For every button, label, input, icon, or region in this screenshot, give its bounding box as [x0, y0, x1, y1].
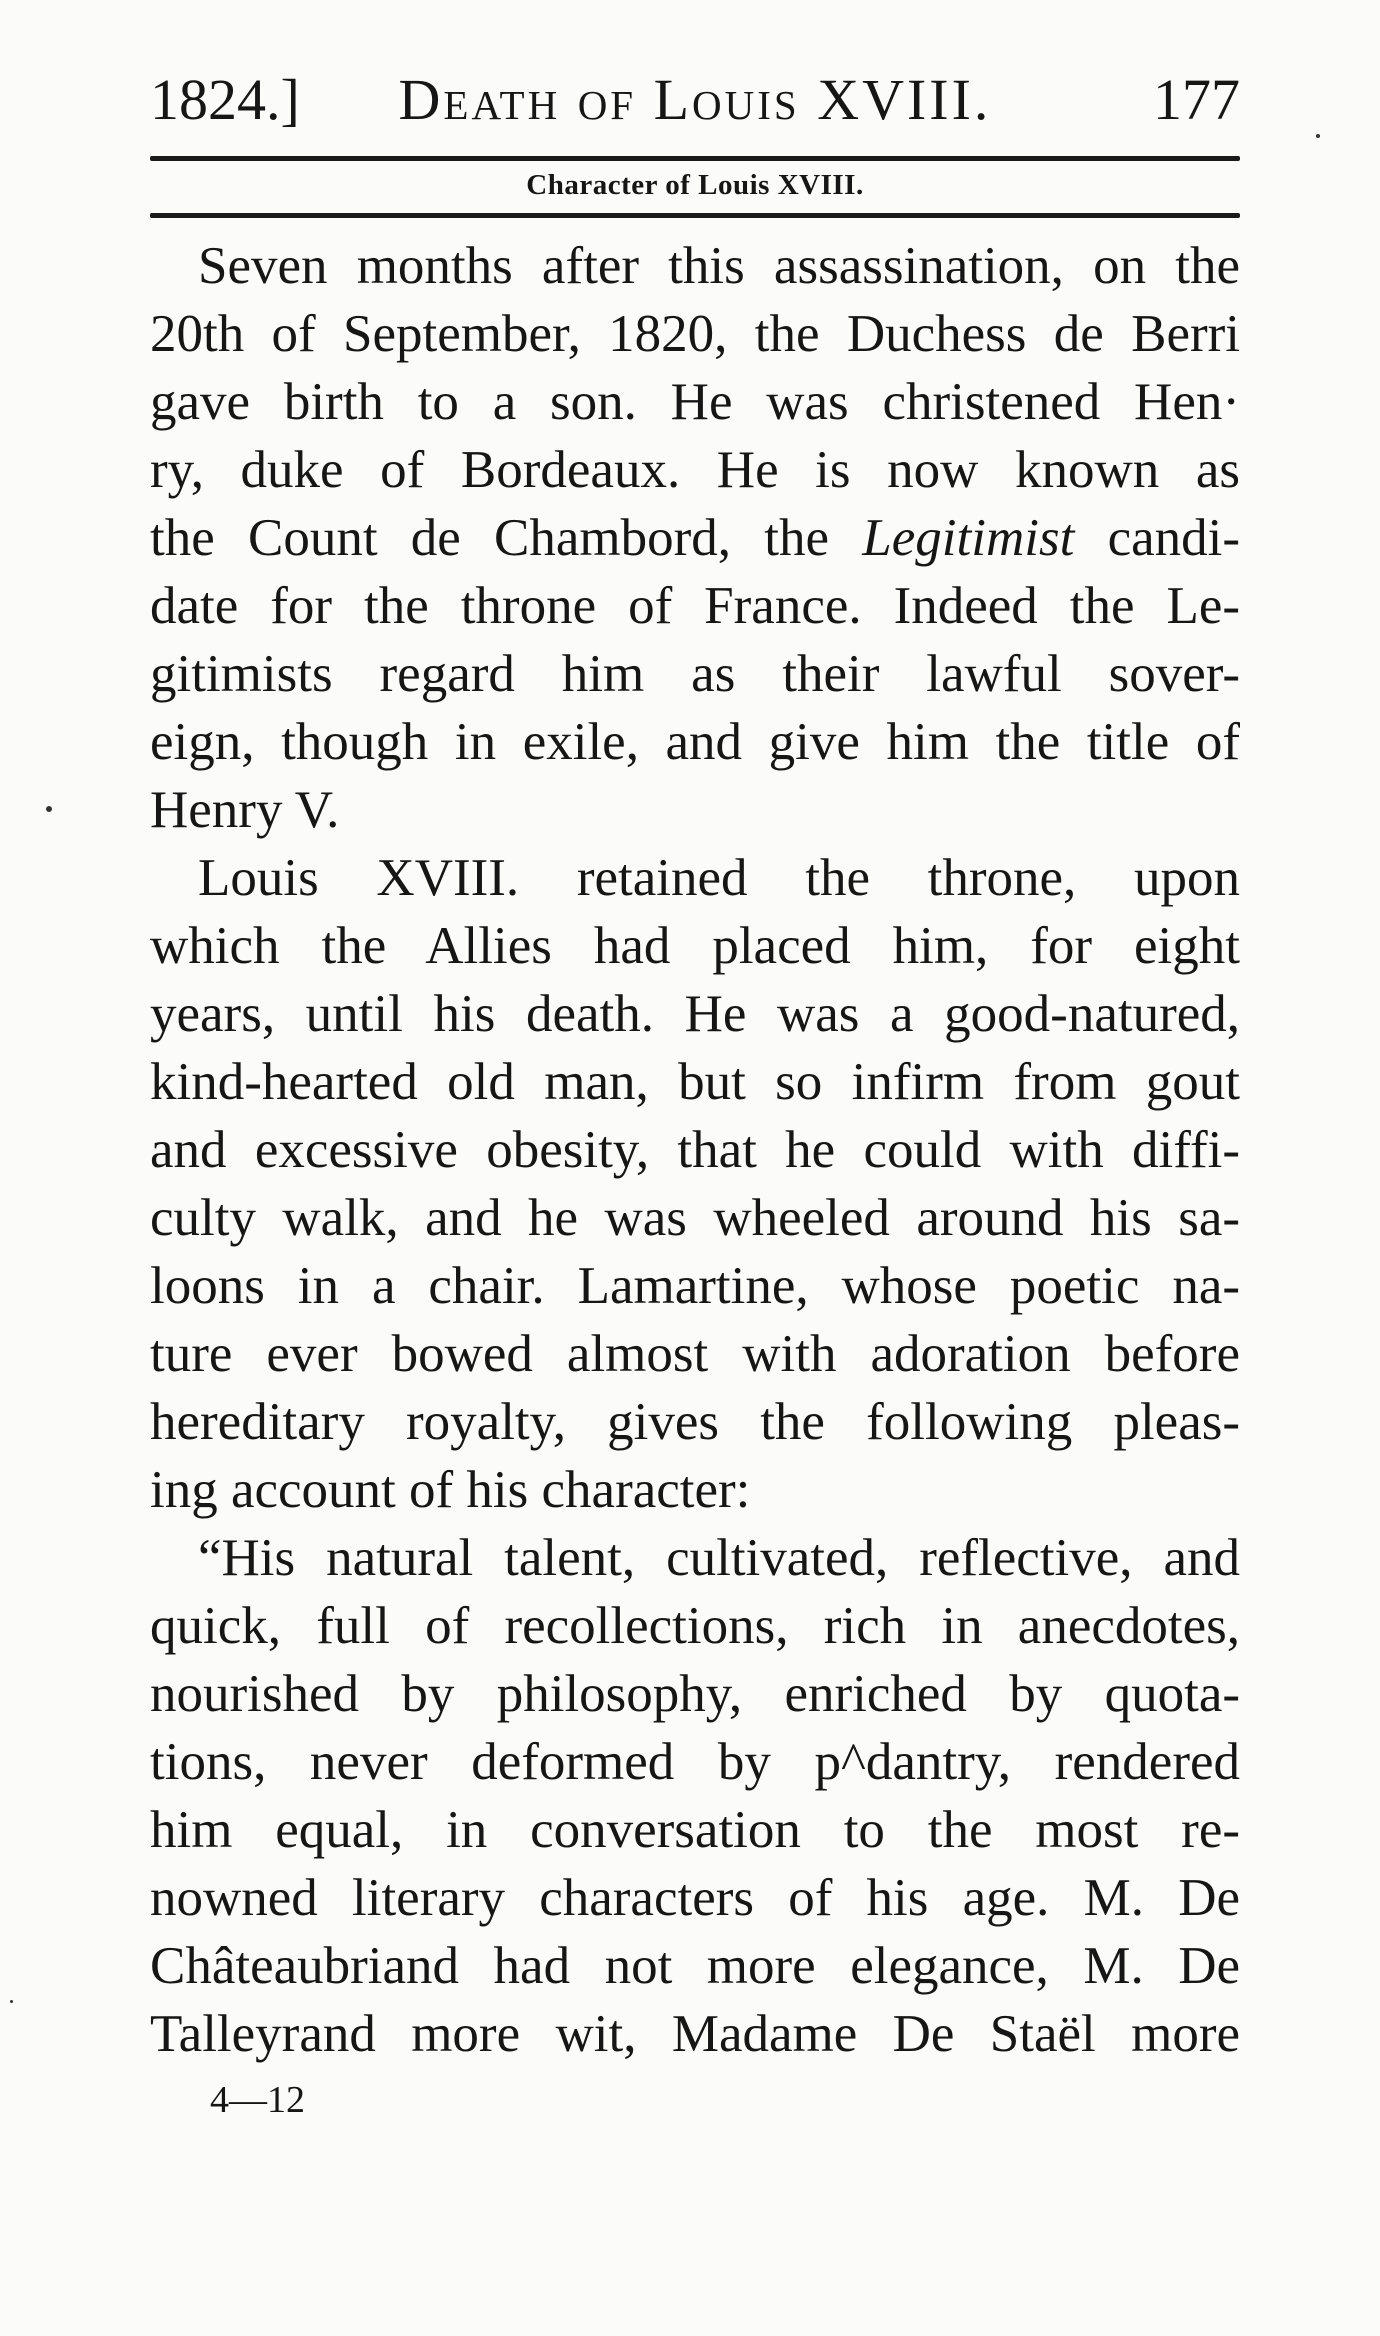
scan-speck [46, 806, 52, 812]
text-line: which the Allies had placed him, for eight [150, 917, 1240, 975]
text-line: nowned literary characters of his age. M. De [150, 1869, 1240, 1927]
text-line: Châteaubriand had not more elegance, M. De [150, 1937, 1240, 1995]
text-line: tions, never deformed by p^dantry, rendered [150, 1733, 1240, 1791]
text-line: “His natural talent, cultivated, reflective, and [198, 1529, 1240, 1587]
signature-mark: 4—12 [210, 2079, 305, 2121]
text-line: ing account of his character: [150, 1461, 751, 1519]
text-line [150, 504, 1240, 572]
text-line: gave birth to a son. He was christened Hen· [150, 373, 1240, 431]
body-text [150, 232, 1240, 2068]
text-run: candi- [1074, 509, 1240, 567]
text-line: ture ever bowed almost with adoration before [150, 1325, 1240, 1383]
italic-term: Legitimist [862, 509, 1075, 567]
text-line: ry, duke of Bordeaux. He is now known as [150, 441, 1240, 499]
text-line: loons in a chair. Lamartine, whose poetic na- [150, 1257, 1240, 1315]
header-rule-bottom [150, 213, 1240, 218]
text-line: Seven months after this assassination, on the [198, 237, 1240, 295]
text-line: kind-hearted old man, but so infirm from gout [150, 1053, 1240, 1111]
page-number: 177 [1153, 67, 1240, 132]
text-line: 20th of September, 1820, the Duchess de Berri [150, 305, 1240, 363]
text-line: quick, full of recollections, rich in anecdotes, [150, 1597, 1240, 1655]
header-title: Death of Louis XVIII. [398, 67, 992, 132]
text-line: years, until his death. He was a good-natured, [150, 985, 1240, 1043]
scan-speck [1316, 134, 1320, 138]
text-line: and excessive obesity, that he could with diffi- [150, 1121, 1240, 1179]
text-line: him equal, in conversation to the most re- [150, 1801, 1240, 1859]
text-line: date for the throne of France. Indeed the Le- [150, 577, 1240, 635]
text-line: gitimists regard him as their lawful sover- [150, 645, 1240, 703]
text-line: hereditary royalty, gives the following pleas- [150, 1393, 1240, 1451]
text-line: nourished by philosophy, enriched by quota- [150, 1665, 1240, 1723]
text-line: Louis XVIII. retained the throne, upon [198, 849, 1240, 907]
text-run: the Count de Chambord, the [150, 509, 863, 567]
scan-speck [10, 2000, 13, 2003]
text-line: Talleyrand more wit, Madame De Staël more [150, 2005, 1240, 2063]
text-line: eign, though in exile, and give him the title of [150, 713, 1240, 771]
section-subheading: Character of Louis XVIII. [526, 169, 864, 201]
running-head [150, 60, 1240, 140]
text-line: culty walk, and he was wheeled around his sa- [150, 1189, 1240, 1247]
header-year: 1824.] [150, 67, 300, 132]
book-page [150, 60, 1240, 2126]
text-line: Henry V. [150, 781, 340, 839]
